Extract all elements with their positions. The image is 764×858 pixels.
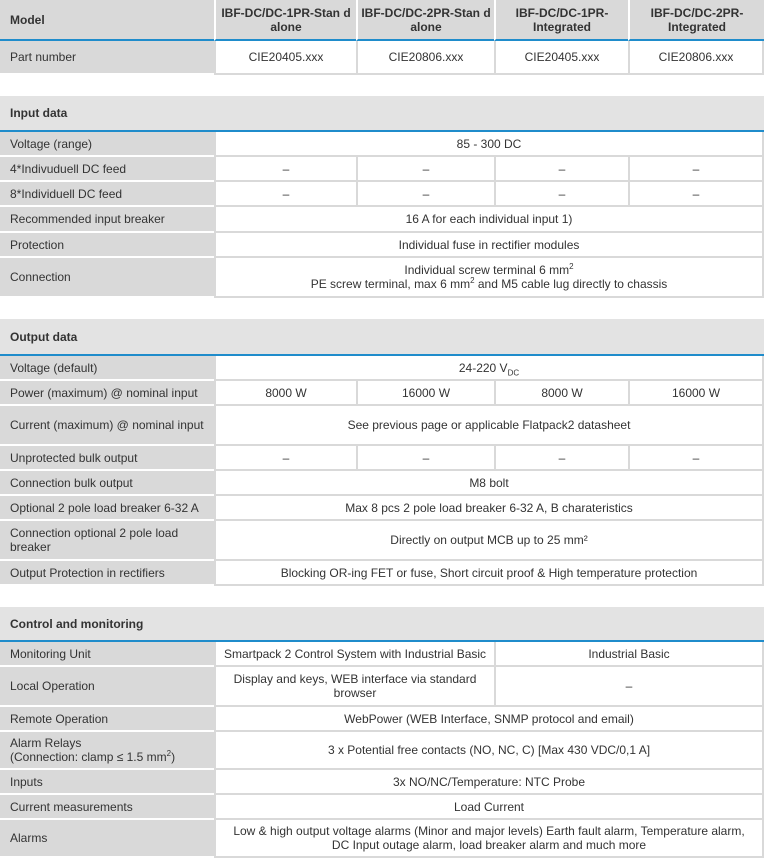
section-title-input: Input data bbox=[0, 96, 764, 132]
row-value: Blocking OR-ing FET or fuse, Short circuit proof & High temperature protection bbox=[214, 561, 764, 586]
row-label: Output Protection in rectifiers bbox=[0, 561, 214, 586]
row-value: – bbox=[494, 667, 764, 707]
connection-line-2: PE screw terminal, max 6 mm bbox=[310, 277, 471, 291]
row-value: M8 bolt bbox=[214, 471, 764, 496]
superscript: 2 bbox=[470, 276, 475, 285]
column-header: IBF-DC/DC-1PR- Integrated bbox=[494, 0, 628, 41]
row-value: – bbox=[214, 157, 356, 182]
row-value: Load Current bbox=[214, 795, 764, 820]
table-row bbox=[0, 132, 764, 157]
row-value: – bbox=[356, 182, 494, 207]
row-label: Part number bbox=[0, 41, 214, 75]
row-value: – bbox=[494, 446, 628, 471]
table-row bbox=[0, 406, 764, 446]
row-value: Low & high output voltage alarms (Minor and major levels) Earth fault alarm, Temperature alarm, DC Input outage alarm, load breaker alarm and much more bbox=[214, 820, 764, 858]
row-label: Inputs bbox=[0, 770, 214, 795]
table-row bbox=[0, 41, 764, 75]
table-row bbox=[0, 707, 764, 732]
relays-label-line-1: Alarm Relays bbox=[10, 736, 82, 750]
row-label: Voltage (default) bbox=[0, 356, 214, 381]
column-header: IBF-DC/DC-2PR- Integrated bbox=[628, 0, 764, 41]
table-row bbox=[0, 182, 764, 207]
superscript: 2 bbox=[166, 749, 172, 758]
row-value: 16000 W bbox=[628, 381, 764, 406]
row-value: WebPower (WEB Interface, SNMP protocol and email) bbox=[214, 707, 764, 732]
table-row bbox=[0, 446, 764, 471]
row-label: Connection optional 2 pole load breaker bbox=[0, 521, 214, 561]
row-value: Max 8 pcs 2 pole load breaker 6-32 A, B charateristics bbox=[214, 496, 764, 521]
table-row bbox=[0, 667, 764, 707]
row-label: Monitoring Unit bbox=[0, 642, 214, 667]
row-value: – bbox=[356, 157, 494, 182]
column-header: IBF-DC/DC-1PR-Stan d alone bbox=[214, 0, 356, 41]
section-header-row bbox=[0, 96, 764, 132]
model-header: Model bbox=[0, 0, 214, 41]
row-value: 85 - 300 DC bbox=[214, 132, 764, 157]
section-title-output: Output data bbox=[0, 319, 764, 356]
row-value: Smartpack 2 Control System with Industrial Basic bbox=[214, 642, 494, 667]
row-label: Connection bulk output bbox=[0, 471, 214, 496]
table-row bbox=[0, 157, 764, 182]
table-row bbox=[0, 381, 764, 406]
section-header-row bbox=[0, 607, 764, 642]
row-value: See previous page or applicable Flatpack2 datasheet bbox=[214, 406, 764, 446]
table-row bbox=[0, 233, 764, 258]
row-label: Connection bbox=[0, 258, 214, 298]
row-label: Optional 2 pole load breaker 6-32 A bbox=[0, 496, 214, 521]
part-number-cell: CIE20806.xxx bbox=[356, 41, 494, 75]
row-label bbox=[0, 732, 214, 770]
table-row bbox=[0, 496, 764, 521]
row-value: Industrial Basic bbox=[494, 642, 764, 667]
table-row bbox=[0, 770, 764, 795]
row-value: – bbox=[494, 157, 628, 182]
relays-label-close: ) bbox=[171, 750, 176, 764]
section-title-control: Control and monitoring bbox=[0, 607, 764, 642]
row-label: Recommended input breaker bbox=[0, 207, 214, 233]
relays-label-line-2: (Connection: clamp ≤ 1.5 mm bbox=[10, 750, 167, 764]
voltage-value: 24-220 V bbox=[458, 360, 508, 375]
table-row bbox=[0, 207, 764, 233]
table-row bbox=[0, 521, 764, 561]
row-value: – bbox=[628, 182, 764, 207]
row-label: Current measurements bbox=[0, 795, 214, 820]
table-row bbox=[0, 642, 764, 667]
row-value: 8000 W bbox=[214, 381, 356, 406]
table-row bbox=[0, 258, 764, 298]
row-value: 16000 W bbox=[356, 381, 494, 406]
column-header: IBF-DC/DC-2PR-Stan d alone bbox=[356, 0, 494, 41]
row-value: 3 x Potential free contacts (NO, NC, C) [Max 430 VDC/0,1 A] bbox=[214, 732, 764, 770]
superscript: 2 bbox=[569, 262, 574, 271]
table-row bbox=[0, 561, 764, 586]
row-label: Voltage (range) bbox=[0, 132, 214, 157]
row-label: 8*Individuell DC feed bbox=[0, 182, 214, 207]
part-number-cell: CIE20806.xxx bbox=[628, 41, 764, 75]
row-value: 16 A for each individual input 1) bbox=[214, 207, 764, 233]
part-number-cell: CIE20405.xxx bbox=[494, 41, 628, 75]
row-label: Remote Operation bbox=[0, 707, 214, 732]
row-value: 8000 W bbox=[494, 381, 628, 406]
row-label: Current (maximum) @ nominal input bbox=[0, 406, 214, 446]
table-header-row bbox=[0, 0, 764, 41]
row-label: 4*Indivuduell DC feed bbox=[0, 157, 214, 182]
row-value: Individual fuse in rectifier modules bbox=[214, 233, 764, 258]
table-row bbox=[0, 732, 764, 770]
row-label: Power (maximum) @ nominal input bbox=[0, 381, 214, 406]
row-value: – bbox=[356, 446, 494, 471]
row-value: – bbox=[214, 182, 356, 207]
table-row bbox=[0, 820, 764, 858]
row-value bbox=[214, 356, 764, 381]
row-value: – bbox=[214, 446, 356, 471]
row-label: Alarms bbox=[0, 820, 214, 858]
connection-line-1: Individual screw terminal 6 mm bbox=[404, 263, 570, 277]
table-row bbox=[0, 356, 764, 381]
connection-line-2-rest: and M5 cable lug directly to chassis bbox=[474, 277, 668, 291]
row-value: – bbox=[628, 157, 764, 182]
table-row bbox=[0, 795, 764, 820]
row-label: Protection bbox=[0, 233, 214, 258]
row-value: Display and keys, WEB interface via standard browser bbox=[214, 667, 494, 707]
section-header-row bbox=[0, 319, 764, 356]
part-number-cell: CIE20405.xxx bbox=[214, 41, 356, 75]
row-value: – bbox=[494, 182, 628, 207]
row-value: 3x NO/NC/Temperature: NTC Probe bbox=[214, 770, 764, 795]
subscript: DC bbox=[507, 367, 520, 377]
row-value bbox=[214, 258, 764, 298]
table-row bbox=[0, 471, 764, 496]
row-value: Directly on output MCB up to 25 mm² bbox=[214, 521, 764, 561]
row-label: Local Operation bbox=[0, 667, 214, 707]
row-label: Unprotected bulk output bbox=[0, 446, 214, 471]
row-value: – bbox=[628, 446, 764, 471]
